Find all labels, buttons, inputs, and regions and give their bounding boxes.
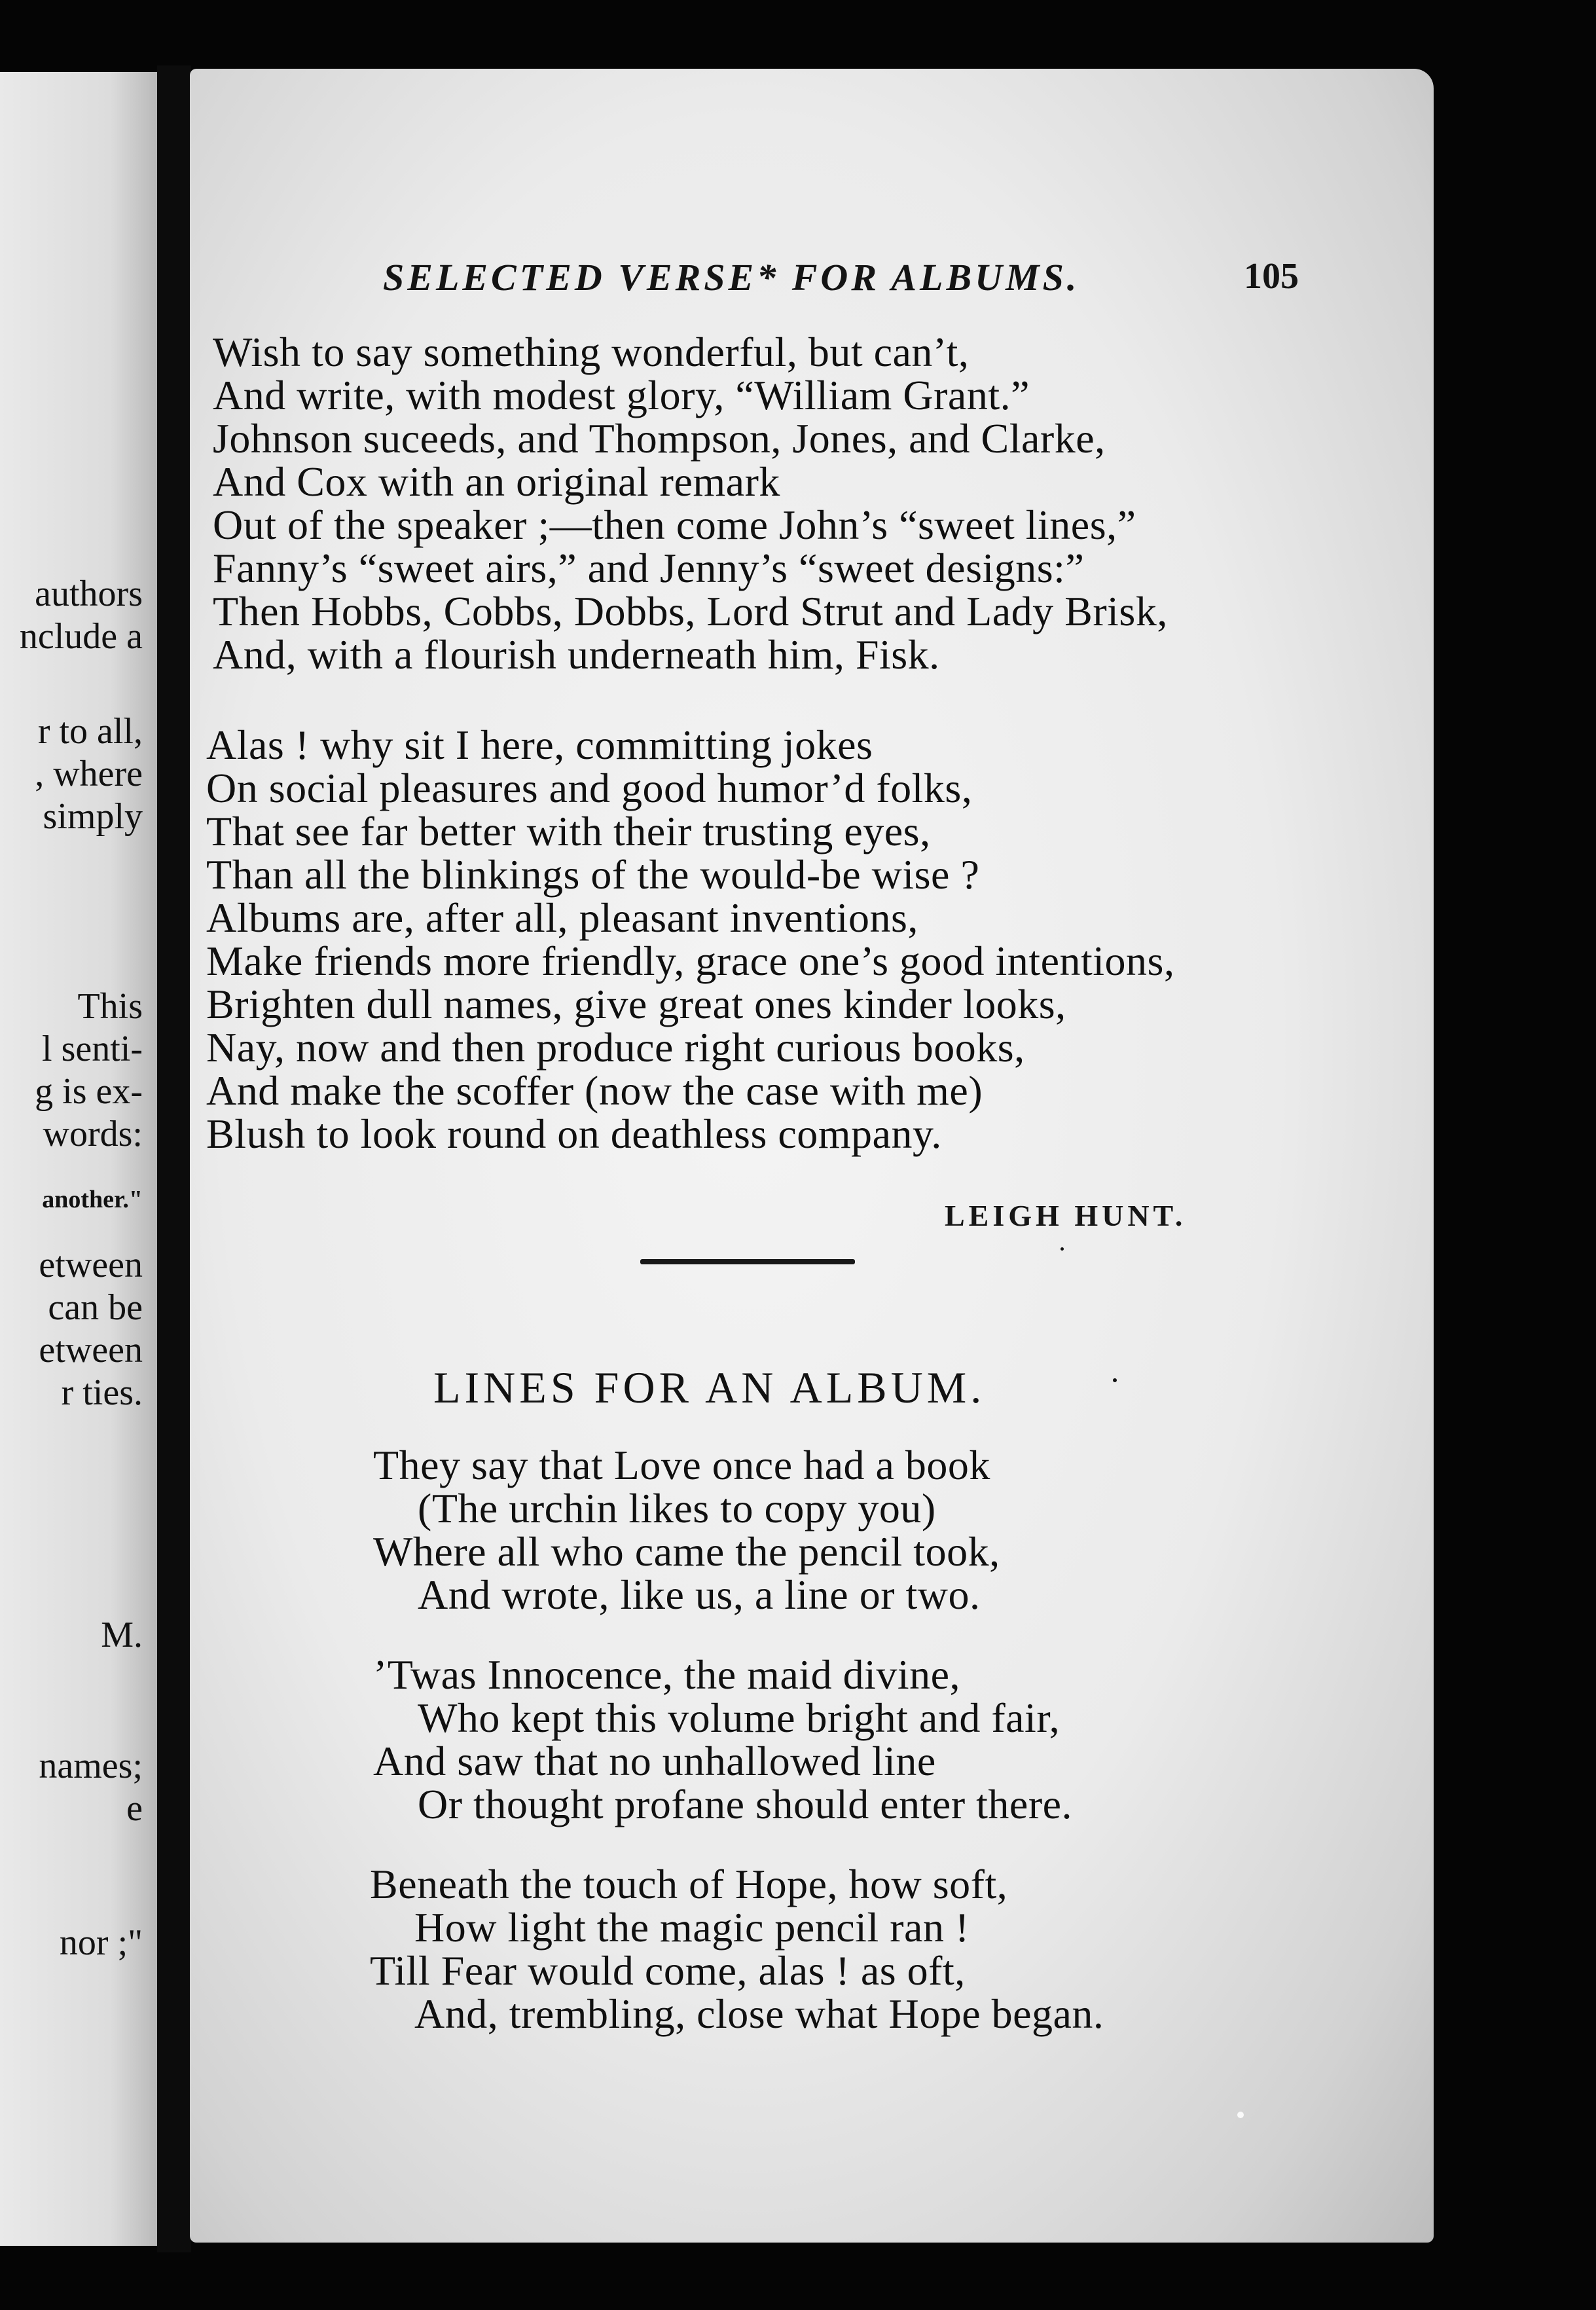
verse-line: And wrote, like us, a line or two. (418, 1571, 981, 1618)
left-facing-page (0, 72, 157, 2246)
verse-line: And Cox with an original remark (213, 458, 780, 505)
poem-stanza (206, 724, 1174, 1156)
verse-line: And, with a flourish underneath him, Fisk. (213, 631, 940, 678)
verse-line: (The urchin likes to copy you) (418, 1485, 936, 1531)
verse-line: Then Hobbs, Cobbs, Dobbs, Lord Strut and Lady Brisk, (213, 588, 1168, 634)
verse-line: Than all the blinkings of the would-be wise ? (206, 851, 980, 898)
left-page-fragment: another." (42, 1186, 143, 1213)
verse-line: On social pleasures and good humor’d folks, (206, 765, 973, 811)
print-speck (1061, 1247, 1064, 1251)
left-page-fragment: g is ex- (35, 1071, 143, 1112)
book-page (190, 69, 1434, 2243)
left-page-fragment: l senti- (42, 1029, 143, 1069)
verse-line: Blush to look round on deathless company. (206, 1110, 942, 1157)
verse-line: Nay, now and then produce right curious books, (206, 1024, 1025, 1071)
verse-line: ’Twas Innocence, the maid divine, (373, 1651, 961, 1698)
poem-stanza (373, 1444, 1000, 1617)
left-page-fragment: simply (43, 796, 143, 837)
verse-line: Where all who came the pencil took, (373, 1528, 1000, 1575)
verse-line: Beneath the touch of Hope, how soft, (370, 1861, 1008, 1907)
left-page-fragment: etween (39, 1330, 143, 1370)
poem-stanza (213, 331, 1168, 676)
verse-line: Or thought profane should enter there. (418, 1781, 1073, 1827)
verse-line: And, trembling, close what Hope began. (414, 1990, 1104, 2037)
left-page-fragment: names; (39, 1746, 143, 1786)
verse-line: Brighten dull names, give great ones kinder looks, (206, 981, 1066, 1027)
verse-line: Who kept this volume bright and fair, (418, 1695, 1061, 1741)
page-header (190, 255, 1434, 314)
left-page-fragment: r to all, (37, 711, 143, 752)
print-speck (1237, 2112, 1244, 2118)
left-page-fragment: authors (35, 574, 143, 614)
verse-line: Albums are, after all, pleasant inventions, (206, 894, 918, 941)
left-page-fragment: e (126, 1788, 143, 1829)
verse-line: And write, with modest glory, “William Grant.” (213, 372, 1030, 418)
section-divider (640, 1259, 855, 1264)
poem-stanza (373, 1653, 1072, 1826)
verse-line: That see far better with their trusting eyes, (206, 808, 931, 854)
left-page-fragment: etween (39, 1245, 143, 1285)
verse-line: Alas ! why sit I here, committing jokes (206, 722, 873, 768)
verse-line: And saw that no unhallowed line (373, 1738, 936, 1784)
verse-line: Wish to say something wonderful, but can’t, (213, 329, 970, 375)
book-gutter (157, 65, 191, 2252)
left-page-fragment: M. (101, 1615, 143, 1655)
verse-line: Till Fear would come, alas ! as oft, (370, 1947, 966, 1994)
left-page-fragment: nor ;" (59, 1922, 143, 1963)
left-page-fragment: This (77, 986, 143, 1027)
poem-stanza (370, 1863, 1104, 2036)
left-page-fragment: , where (35, 754, 143, 794)
verse-line: They say that Love once had a book (373, 1442, 990, 1488)
left-page-fragment: nclude a (19, 616, 143, 657)
left-page-fragment: r ties. (61, 1372, 143, 1413)
page-number: 105 (1244, 256, 1299, 297)
author-signature: LEIGH HUNT. (945, 1199, 1187, 1232)
verse-line: Out of the speaker ;—then come John’s “sweet lines,” (213, 502, 1136, 548)
print-speck (1113, 1378, 1117, 1382)
running-title: SELECTED VERSE* FOR ALBUMS. (383, 256, 1080, 299)
poem-title: LINES FOR AN ALBUM. (433, 1363, 986, 1412)
verse-line: How light the magic pencil ran ! (414, 1904, 970, 1951)
left-page-fragment: words: (43, 1114, 143, 1154)
verse-line: Make friends more friendly, grace one’s good intentions, (206, 938, 1175, 984)
verse-line: Fanny’s “sweet airs,” and Jenny’s “sweet designs:” (213, 545, 1085, 591)
verse-line: And make the scoffer (now the case with me) (206, 1067, 983, 1114)
verse-line: Johnson suceeds, and Thompson, Jones, and Clarke, (213, 415, 1106, 462)
left-page-fragment: can be (48, 1287, 143, 1328)
